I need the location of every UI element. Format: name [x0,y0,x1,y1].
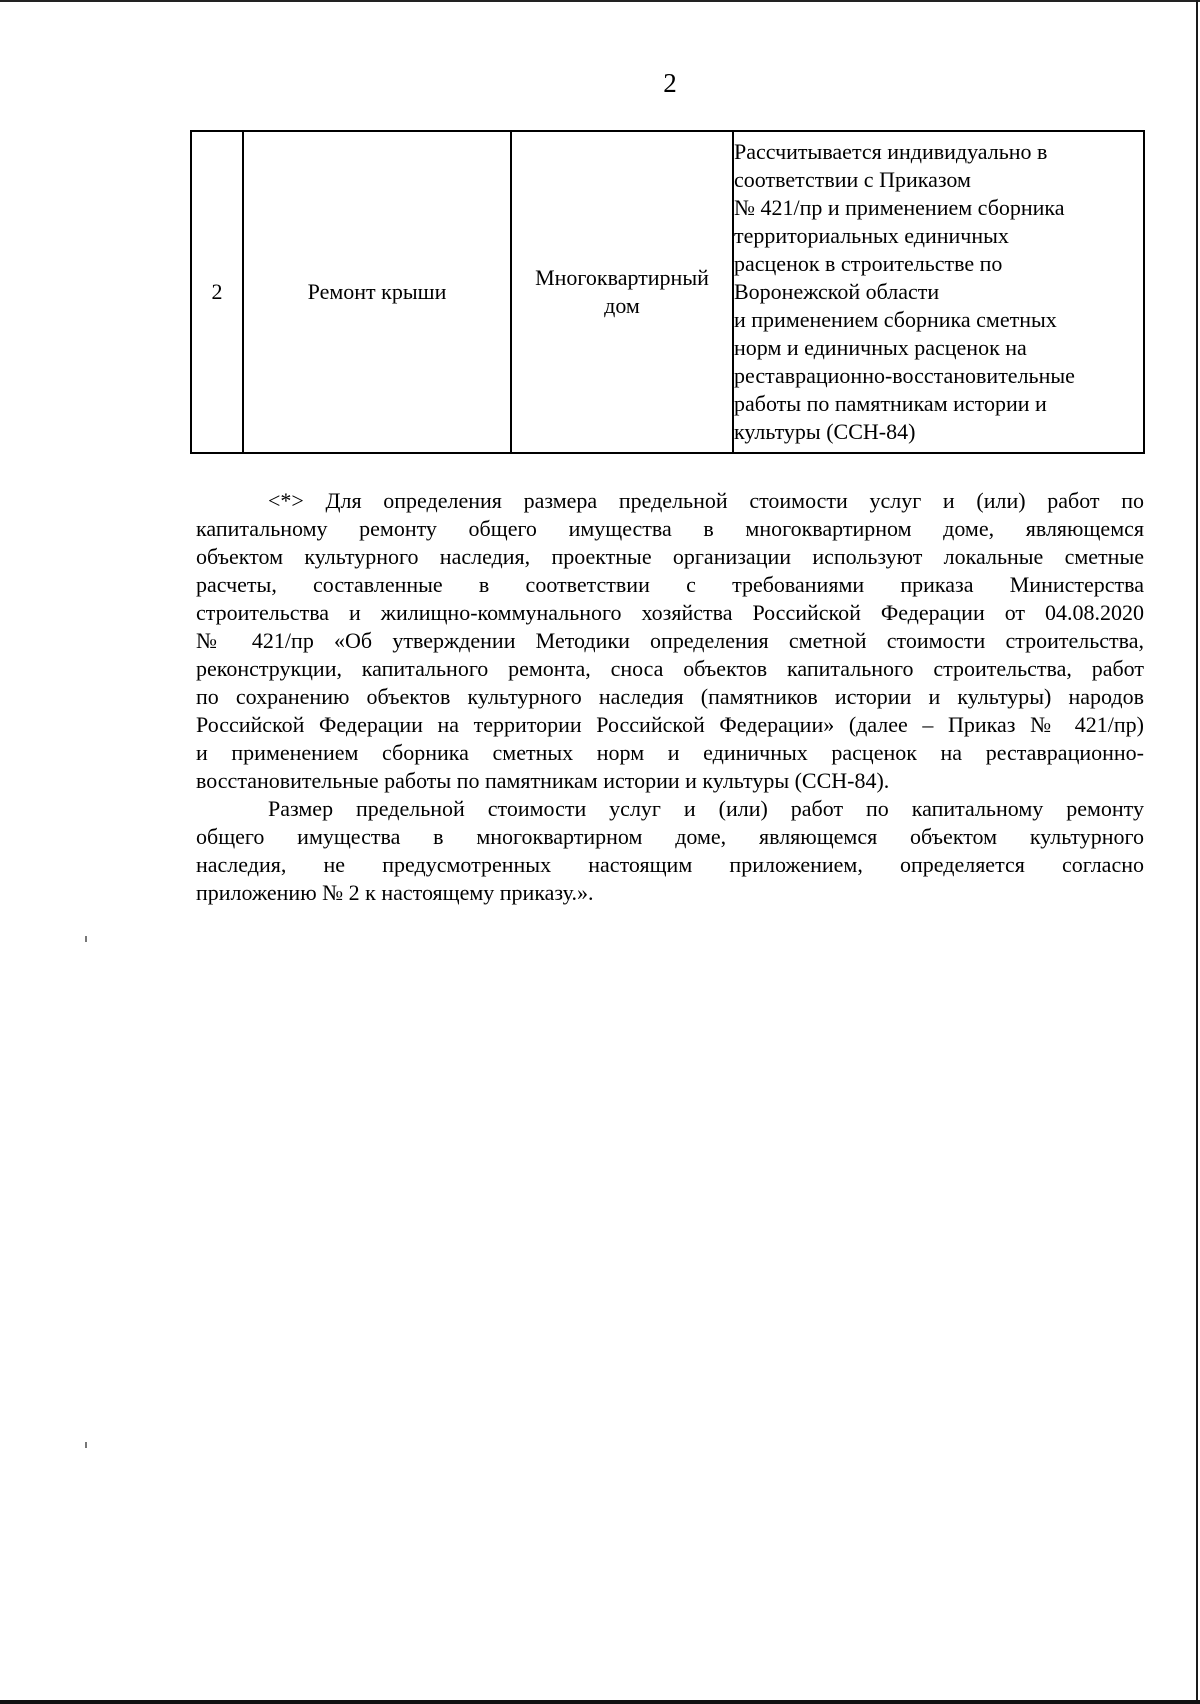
object-type-line: дом [604,293,640,318]
cost-line: работы по памятникам истории и [734,391,1047,416]
cost-line: соответствии с Приказом [734,167,971,192]
cost-table [190,130,1145,454]
cost-line: культуры (ССН-84) [734,419,916,444]
document-body [196,487,1144,907]
cost-line: Рассчитывается индивидуально в [734,139,1048,164]
object-type-line: Многоквартирный [535,265,709,290]
text-line: реконструкции, капитального ремонта, сноса объектов капитального строительства, работ [196,656,1144,681]
size-paragraph [196,795,1144,907]
scan-edge-bottom [0,1700,1200,1704]
text-line: восстановительные работы по памятникам истории и культуры (ССН-84). [196,768,890,793]
cost-line: и применением сборника сметных [734,307,1057,332]
cost-line: Воронежской области [734,279,940,304]
text-line: Размер предельной стоимости услуг и (или) работ по капитальному ремонту [268,796,1144,821]
text-line: наследия, не предусмотренных настоящим приложением, определяется согласно [196,852,1144,877]
text-line: и применением сборника сметных норм и единичных расценок на реставрационно- [196,740,1144,765]
text-line: объектом культурного наследия, проектные организации используют локальные сметные [196,544,1144,569]
work-type-cell: Ремонт крыши [243,131,511,453]
scan-edge-right [1196,0,1198,1704]
page-number: 2 [663,68,677,98]
scan-edge-top [0,0,1200,2]
text-line: № 421/пр «Об утверждении Методики определения сметной стоимости строительства, [196,628,1144,653]
text-line: приложению № 2 к настоящему приказу.». [196,880,594,905]
text-line: общего имущества в многоквартирном доме, являющемся объектом культурного [196,824,1144,849]
text-line: по сохранению объектов культурного наследия (памятников истории и культуры) народов [196,684,1144,709]
object-type-cell [511,131,733,453]
text-line: строительства и жилищно-коммунального хозяйства Российской Федерации от 04.08.2020 [196,600,1144,625]
row-number-cell: 2 [191,131,243,453]
table-row [191,131,1144,453]
cost-line: расценок в строительстве по [734,251,1003,276]
text-line: капитальному ремонту общего имущества в многоквартирном доме, являющемся [196,516,1144,541]
text-line: Российской Федерации на территории Российской Федерации» (далее – Приказ № 421/пр) [196,712,1144,737]
cost-line: реставрационно-восстановительные [734,363,1075,388]
text-line: <*> Для определения размера предельной стоимости услуг и (или) работ по [268,488,1144,513]
scan-speck [85,936,87,942]
cost-line: норм и единичных расценок на [734,335,1027,360]
footnote-paragraph [196,487,1144,795]
text-line: расчеты, составленные в соответствии с требованиями приказа Министерства [196,572,1144,597]
scan-speck [85,1442,87,1448]
cost-line: № 421/пр и применением сборника [734,195,1065,220]
cost-description-cell [733,131,1144,453]
cost-line: территориальных единичных [734,223,1009,248]
